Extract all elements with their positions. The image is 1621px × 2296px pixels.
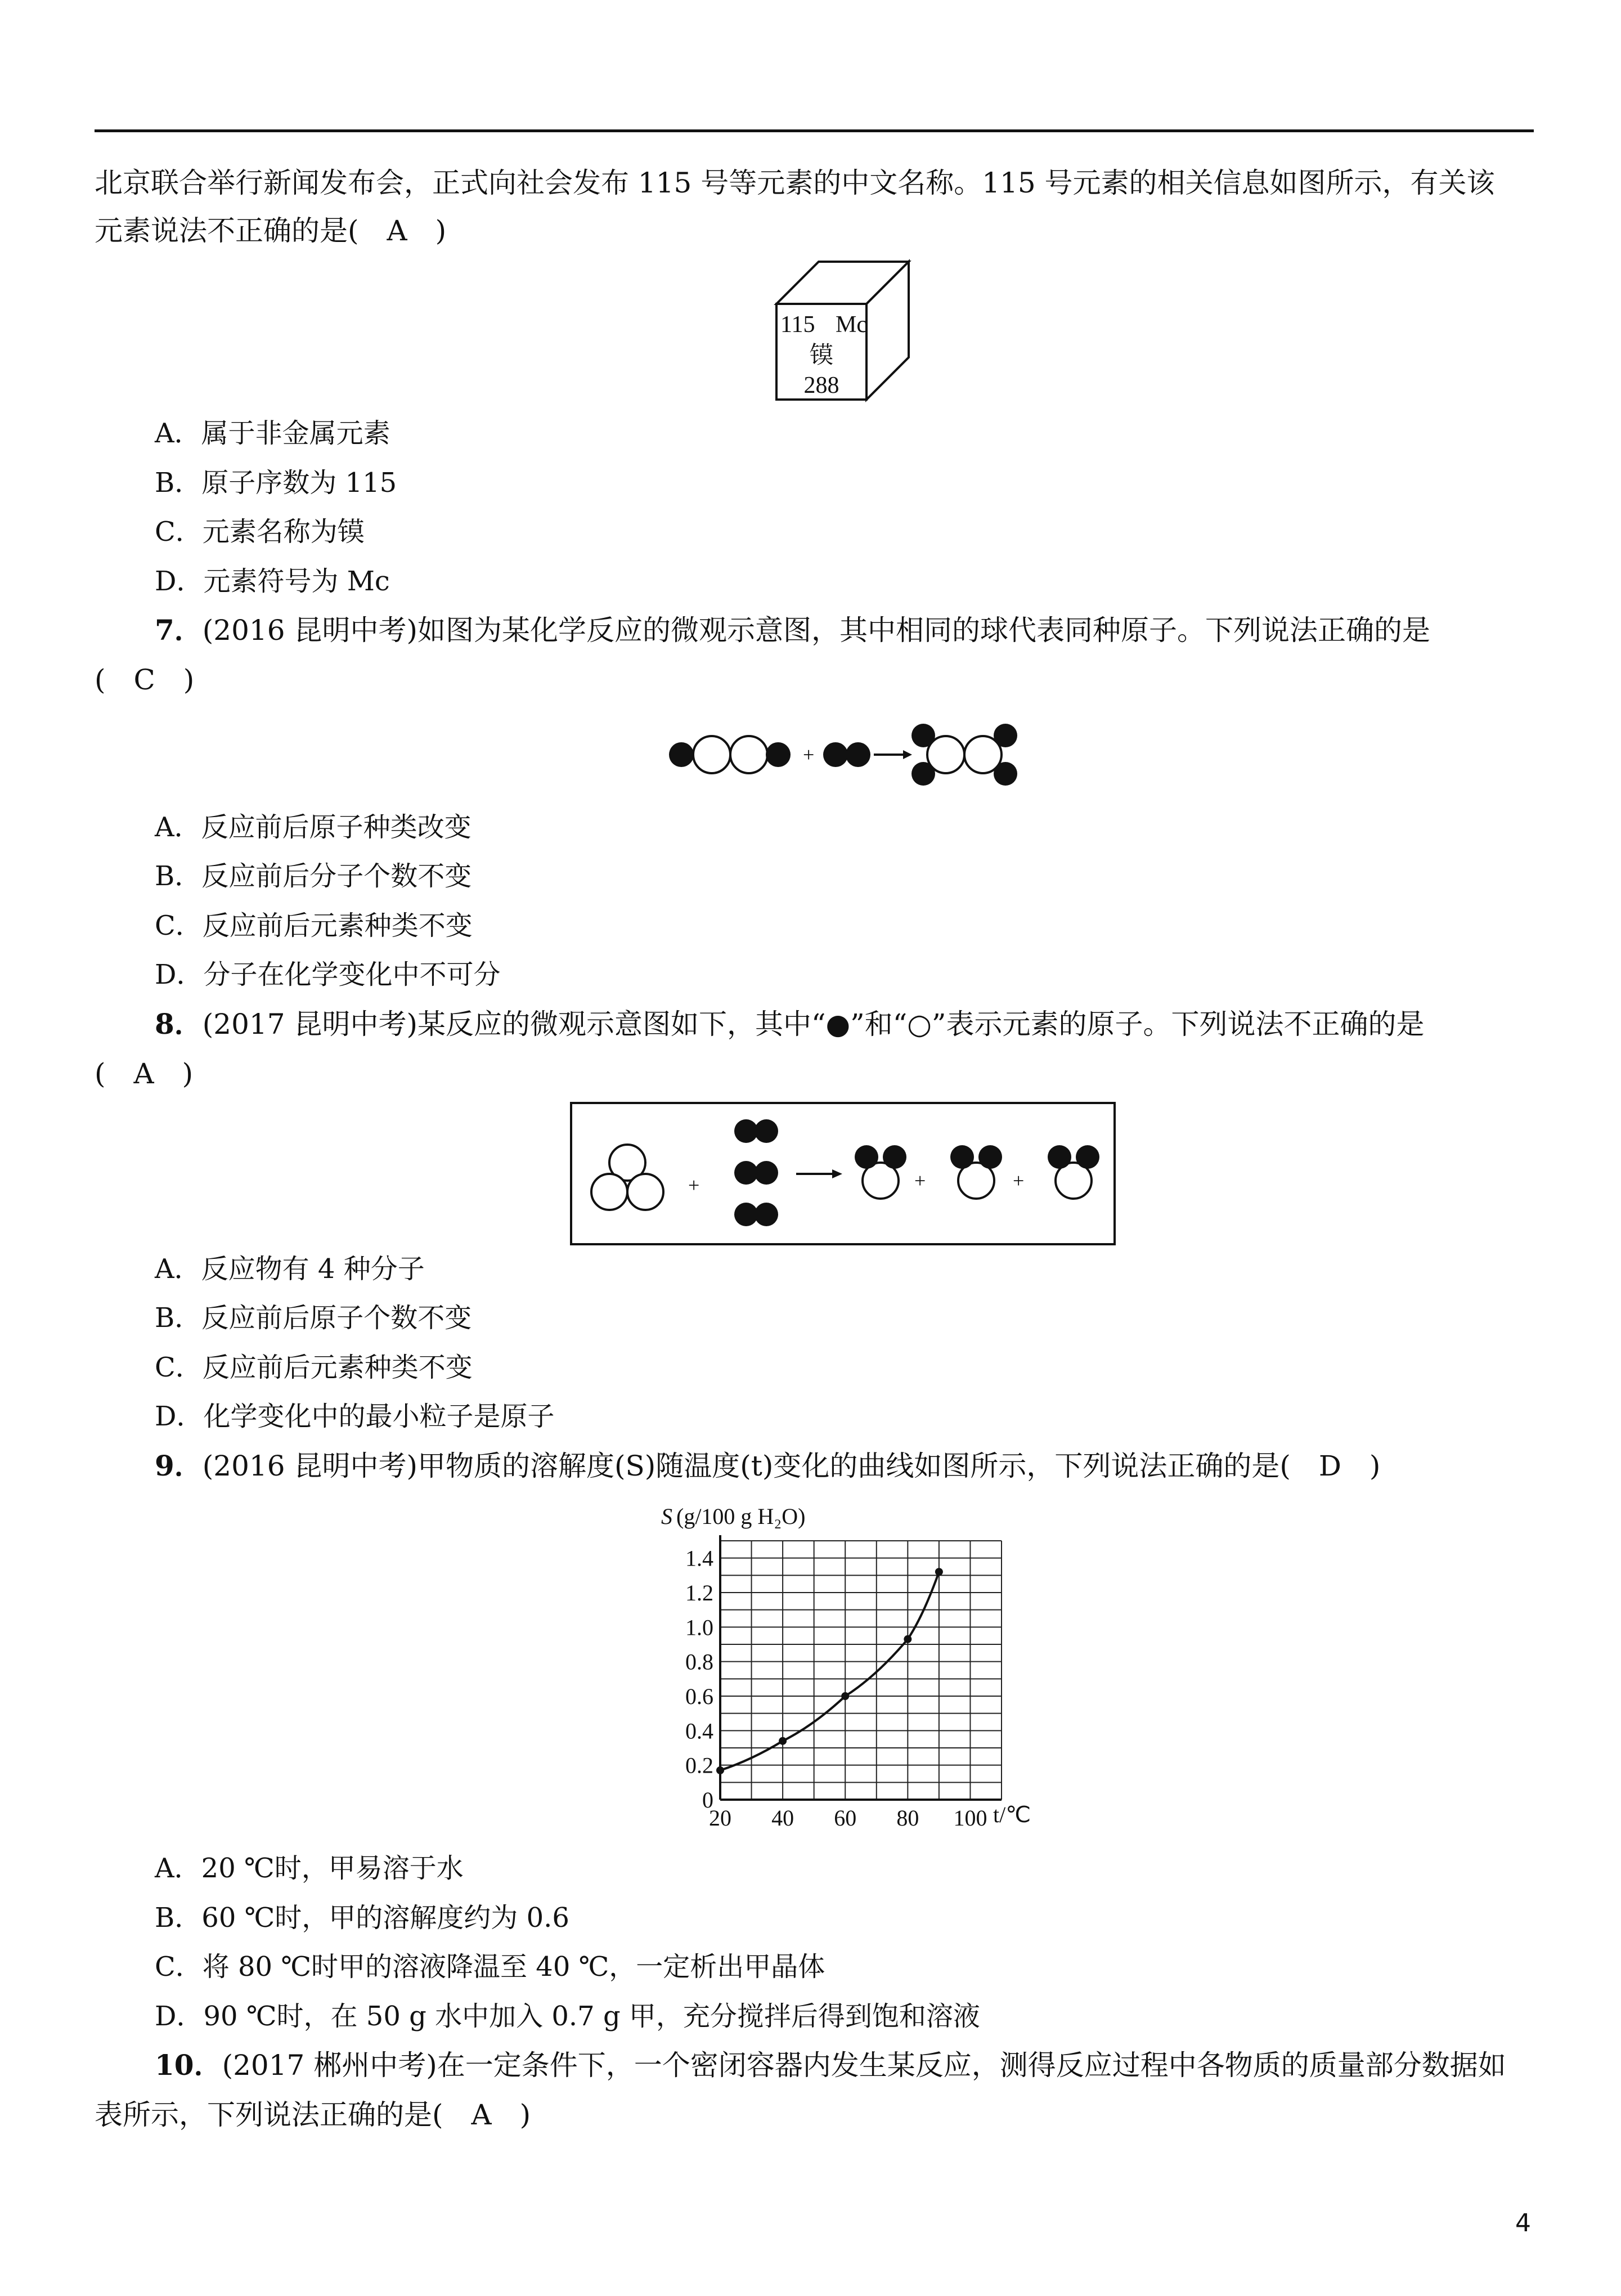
element-number: 115: [780, 312, 815, 338]
q6-option-d: D．元素符号为 Mc: [155, 566, 390, 597]
q7-plus: +: [803, 743, 815, 766]
q8-plus-1: +: [688, 1174, 700, 1196]
q8-plus-2: +: [914, 1169, 926, 1192]
element-mass: 288: [803, 373, 839, 398]
data-point: [779, 1737, 787, 1745]
q8-plus-3: +: [1013, 1169, 1025, 1192]
q9-line1: [155, 1449, 1380, 1483]
element-card: [774, 259, 920, 405]
q7-option-d: D．分子在化学变化中不可分: [155, 959, 501, 990]
y-tick-label: 1.0: [685, 1615, 713, 1640]
element-name: 镆: [809, 343, 834, 369]
q9-option-d: D．90 ℃时，在 50 g 水中加入 0.7 g 甲，充分搅拌后得到饱和溶液: [155, 2001, 980, 2032]
q8-option-a: A．反应物有 4 种分子: [155, 1253, 425, 1285]
chart-ylabel: (g/100 g H₂O): [676, 1504, 806, 1529]
y-tick-label: 1.4: [685, 1545, 713, 1571]
q6-option-a: A．属于非金属元素: [155, 418, 390, 449]
solubility-chart: [608, 1497, 1058, 1835]
x-tick-label: 40: [771, 1805, 794, 1831]
q8-number: 8．: [155, 1007, 203, 1041]
data-point: [935, 1568, 943, 1576]
y-tick-label: 0: [702, 1787, 713, 1813]
x-tick-label: 20: [709, 1805, 731, 1831]
q8-text: (2017 昆明中考)某反应的微观示意图如下，其中“●”和“○”表示元素的原子。下列说法不正确的是: [202, 1008, 1425, 1041]
x-tick-label: 60: [834, 1805, 857, 1831]
q7-option-a: A．反应前后原子种类改变: [155, 811, 472, 843]
data-point: [716, 1766, 724, 1774]
q8-option-b: B．反应前后原子个数不变: [155, 1302, 472, 1334]
q7-option-c: C．反应前后元素种类不变: [155, 910, 473, 941]
data-point: [904, 1635, 911, 1643]
chart-series: [716, 1568, 943, 1774]
chart-ticks: [685, 1546, 987, 1831]
q8-reaction-diagram: [570, 1102, 1116, 1245]
header-rule: [95, 129, 1534, 132]
q6-option-c: C．元素名称为镆: [155, 516, 365, 548]
q8-line2: ( A ): [95, 1057, 194, 1090]
q9-option-a: A．20 ℃时，甲易溶于水: [155, 1853, 464, 1884]
y-tick-label: 0.8: [685, 1649, 713, 1675]
q10-text: (2017 郴州中考)在一定条件下，一个密闭容器内发生某反应，测得反应过程中各物质的质量部分数据如: [222, 2049, 1506, 2082]
q7-text: (2016 昆明中考)如图为某化学反应的微观示意图，其中相同的球代表同种原子。下列说法正确的是: [202, 614, 1430, 647]
element-symbol: Mc: [836, 312, 867, 338]
q6-line1: 北京联合举行新闻发布会，正式向社会发布 115 号等元素的中文名称。115 号元素的相关信息如图所示，有关该: [95, 167, 1495, 199]
q6-line2: 元素说法不正确的是( A ): [95, 214, 447, 247]
chart-grid: [720, 1541, 1002, 1800]
q10-line1: [155, 2048, 1506, 2082]
chart-ylabel-prefix: S: [661, 1504, 672, 1529]
q7-line1: [155, 613, 1430, 647]
q8-option-c: C．反应前后元素种类不变: [155, 1352, 473, 1383]
solubility-curve: [720, 1572, 939, 1770]
q7-reaction-diagram: [667, 723, 1027, 785]
q7-line2: ( C ): [95, 663, 195, 696]
q8-option-d: D．化学变化中的最小粒子是原子: [155, 1401, 555, 1432]
q8-line1: [155, 1007, 1424, 1041]
q9-option-b: B．60 ℃时，甲的溶解度约为 0.6: [155, 1902, 569, 1934]
page-number: 4: [1515, 2209, 1531, 2237]
q7-number: 7．: [155, 613, 203, 647]
x-tick-label: 80: [896, 1805, 919, 1831]
data-point: [841, 1692, 849, 1700]
q10-line2: 表所示，下列说法正确的是( A ): [95, 2098, 531, 2131]
y-tick-label: 1.2: [685, 1580, 713, 1606]
chart-xlabel: t/℃: [993, 1802, 1031, 1827]
q9-number: 9．: [155, 1449, 203, 1482]
y-tick-label: 0.6: [685, 1684, 713, 1709]
q10-number: 10．: [155, 2048, 222, 2082]
q9-text: (2016 昆明中考)甲物质的溶解度(S)随温度(t)变化的曲线如图所示，下列说法正确的是( D ): [202, 1450, 1381, 1482]
x-tick-label: 100: [953, 1805, 987, 1831]
q7-option-b: B．反应前后分子个数不变: [155, 860, 472, 892]
y-tick-label: 0.2: [685, 1752, 713, 1778]
q6-option-b: B．原子序数为 115: [155, 467, 397, 499]
q9-option-c: C．将 80 ℃时甲的溶液降温至 40 ℃，一定析出甲晶体: [155, 1951, 825, 1983]
y-tick-label: 0.4: [685, 1718, 713, 1744]
